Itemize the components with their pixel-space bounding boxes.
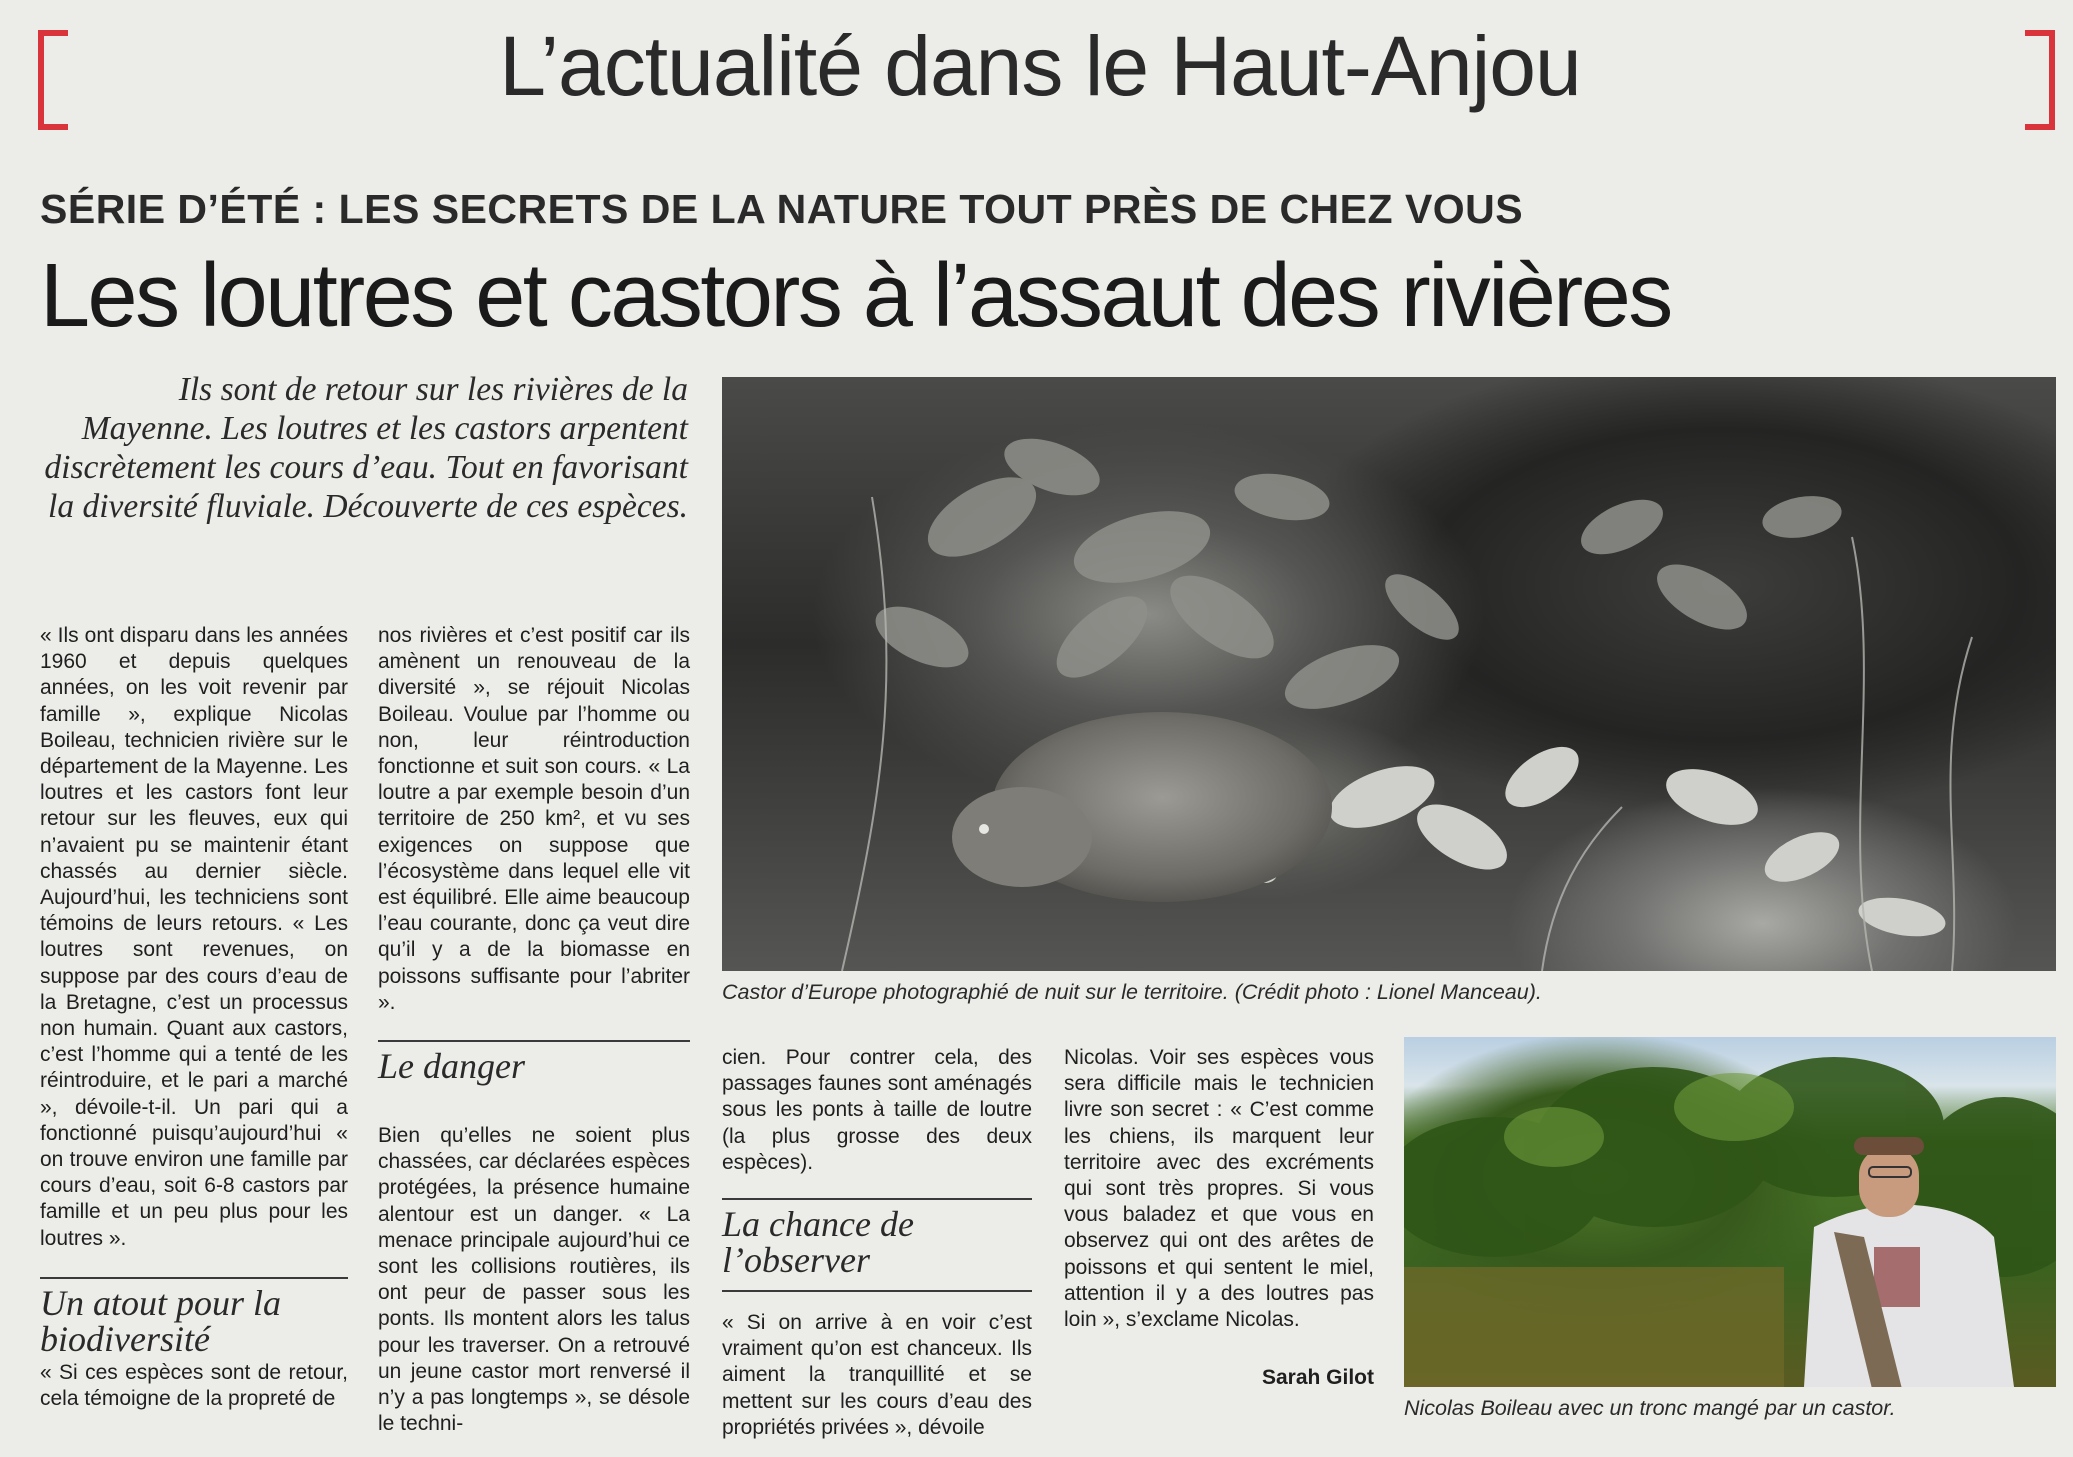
article-column-2 [378,623,690,1016]
column-3-paragraph: cien. Pour contrer cela, des passages faunes sont aménagés sous les ponts à taille de loutre (la plus grosse des deux espèces). [722,1046,1032,1174]
main-photo-caption: Castor d’Europe photographié de nuit sur le territoire. (Crédit photo : Lionel Manceau). [722,980,1542,1004]
column-2-tail-paragraph: Bien qu’elles ne soient plus chassées, car déclarées espèces protégées, la présence humaine alentour est un danger. « La menace principale aujourd’hui ce sont les collisions routières, ils ont peur de passer sous les ponts. Ils montent alors les talus pour les traverser. On a retrouvé un jeune castor mort renversé il n’y a pas longtemps », se désole le techni- [378,1124,690,1436]
section-title: L’actualité dans le Haut-Anjou [499,19,1581,113]
article-column-3 [722,1045,1032,1176]
beaver-night-photo [722,377,2056,971]
article-column-3-tail [722,1310,1032,1441]
pond-water [1404,1267,1784,1387]
portrait-photo-caption: Nicolas Boileau avec un tronc mangé par un castor. [1404,1396,1896,1420]
article-column-1 [40,623,348,1252]
portrait-scene-illustration [1404,1037,2056,1387]
technician-portrait-photo [1404,1037,2056,1387]
column-2-paragraph: nos rivières et c’est positif car ils amènent un renouveau de la diversité », se réjouit Nicolas Boileau. Voulue par l’homme ou non, leur réintroduction fonctionne et suit son cours. « La loutre a par exemple besoin d’un territoire de 250 km², et vu ses exigences on suppose que l’écosystème dans lequel elle vit est équilibré. Elle aime beaucoup l’eau courante, donc ça veut dire qu’il y a de la biomasse en poissons suffisante pour l’abriter ». [378,624,690,1014]
left-bracket-ornament [38,30,68,130]
subhead-danger: Le danger [378,1040,690,1084]
article-kicker: SÉRIE D’ÉTÉ : LES SECRETS DE LA NATURE TOUT PRÈS DE CHEZ VOUS [40,186,1524,232]
article-headline: Les loutres et castors à l’assaut des rivières [40,246,1671,346]
article-column-2-tail [378,1123,690,1437]
column-4-paragraph: Nicolas. Voir ses espèces vous sera difficile mais le technicien livre son secret : « C’est comme les chiens, ils marquent leur territoire avec des excréments qui sont très propres. Si vous vous baladez et que vous en observez qui ont des arêtes de poissons et qui sentent le miel, attention il y a des loutres pas loin », s’exclame Nicolas. [1064,1046,1374,1332]
article-column-4 [1064,1045,1374,1333]
author-byline: Sarah Gilot [1261,1366,1374,1389]
column-3-tail-paragraph: « Si on arrive à en voir c’est vraiment qu’on est chanceux. Ils aiment la tranquillité et se mettent sur les cours d’eau des propriétés privées », dévoile [722,1311,1032,1439]
column-1-tail-paragraph: « Si ces espèces sont de retour, cela témoigne de la propreté de [40,1361,348,1411]
photo-foliage-illustration [722,377,2056,971]
right-bracket-ornament [2025,30,2055,130]
column-1-paragraph: « Ils ont disparu dans les années 1960 et depuis quelques années, on les voit revenir par famille », explique Nicolas Boileau, technicien rivière sur le département de la Mayenne. Les loutres et les castors font leur retour sur les fleuves, eux qui n’avaient pu se maintenir étant chassés au dernier siècle. Aujourd’hui, les techniciens sont témoins de leurs retours. « Les loutres sont revenues, on suppose par des cours d’eau de la Bretagne, c’est un processus non humain. Quant aux castors, c’est l’homme qui a tenté de les réintroduire, et le pari a marché », dévoile-t-il. Un pari qui a fonctionné puisqu’aujourd’hui « on trouve environ une famille par cours d’eau, soit 6-8 castors par famille et un peu plus pour les loutres ». [40,624,348,1250]
article-column-1-tail [40,1360,348,1412]
subhead-observe: La chance de l’observer [722,1198,1032,1278]
subhead-rule [722,1290,1032,1292]
subhead-biodiversity: Un atout pour la biodiversité [40,1277,348,1357]
article-lead: Ils sont de retour sur les rivières de la Mayenne. Les loutres et les castors arpentent discrètement les cours d’eau. Tout en favorisant la diversité fluviale. Découverte de ces espèces. [44,371,688,525]
